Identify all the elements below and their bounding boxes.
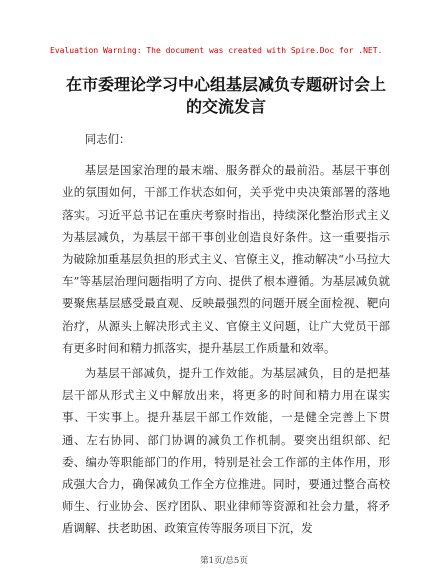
salutation: 同志们： [84,132,131,146]
title-line-2: 的交流发言 [185,97,266,116]
document-title [56,74,396,118]
paragraph-2: 为基层干部减负，提升工作效能。为基层减负，目的是把基层干部从形式主义中解放出来，将更多的时间和精力用在谋实事、干实事上。提升基层干部工作效能，一是健全完善上下贯通、左右协同、部门协调的减负工作机制。要突出组织部、纪委、编办等职能部门的作用，特别是社会工作部的主体作用，形成强大合力，确保减负工作全方位推进。同时，要通过整合高校师生、行业协会、医疗团队、职业律师等资源和社会力量，将矛盾调解、扶老助困、政策宣传等服务项目下沉，发 [62,366,390,536]
evaluation-warning: Evaluation Warning: The document was created with Spire.Doc for .NET. [50,46,383,55]
page-footer: 第1页/总5页 [200,556,248,566]
document-body [62,128,390,540]
paragraph-1: 基层是国家治理的最末端、服务群众的最前沿。基层干事创业的氛围如何，干部工作状态如何，关乎党中央决策部署的落地落实。习近平总书记在重庆考察时指出，持续深化整治形式主义为基层减负，为基层干部干事创业创造良好条件。这一重要指示为破除加重基层负担的形式主义、官僚主义，推动解决“小马拉大车”等基层治理问题指明了方向、提供了根本遵循。为基层减负就要聚焦基层感受最直观、反映最强烈的问题开展全面检视、靶向治疗，从源头上解决形式主义、官僚主义问题，让广大党员干部有更多时间和精力抓落实，提升基层工作质量和效率。 [62,163,390,355]
title-line-1: 在市委理论学习中心组基层减负专题研讨会上 [65,75,386,94]
